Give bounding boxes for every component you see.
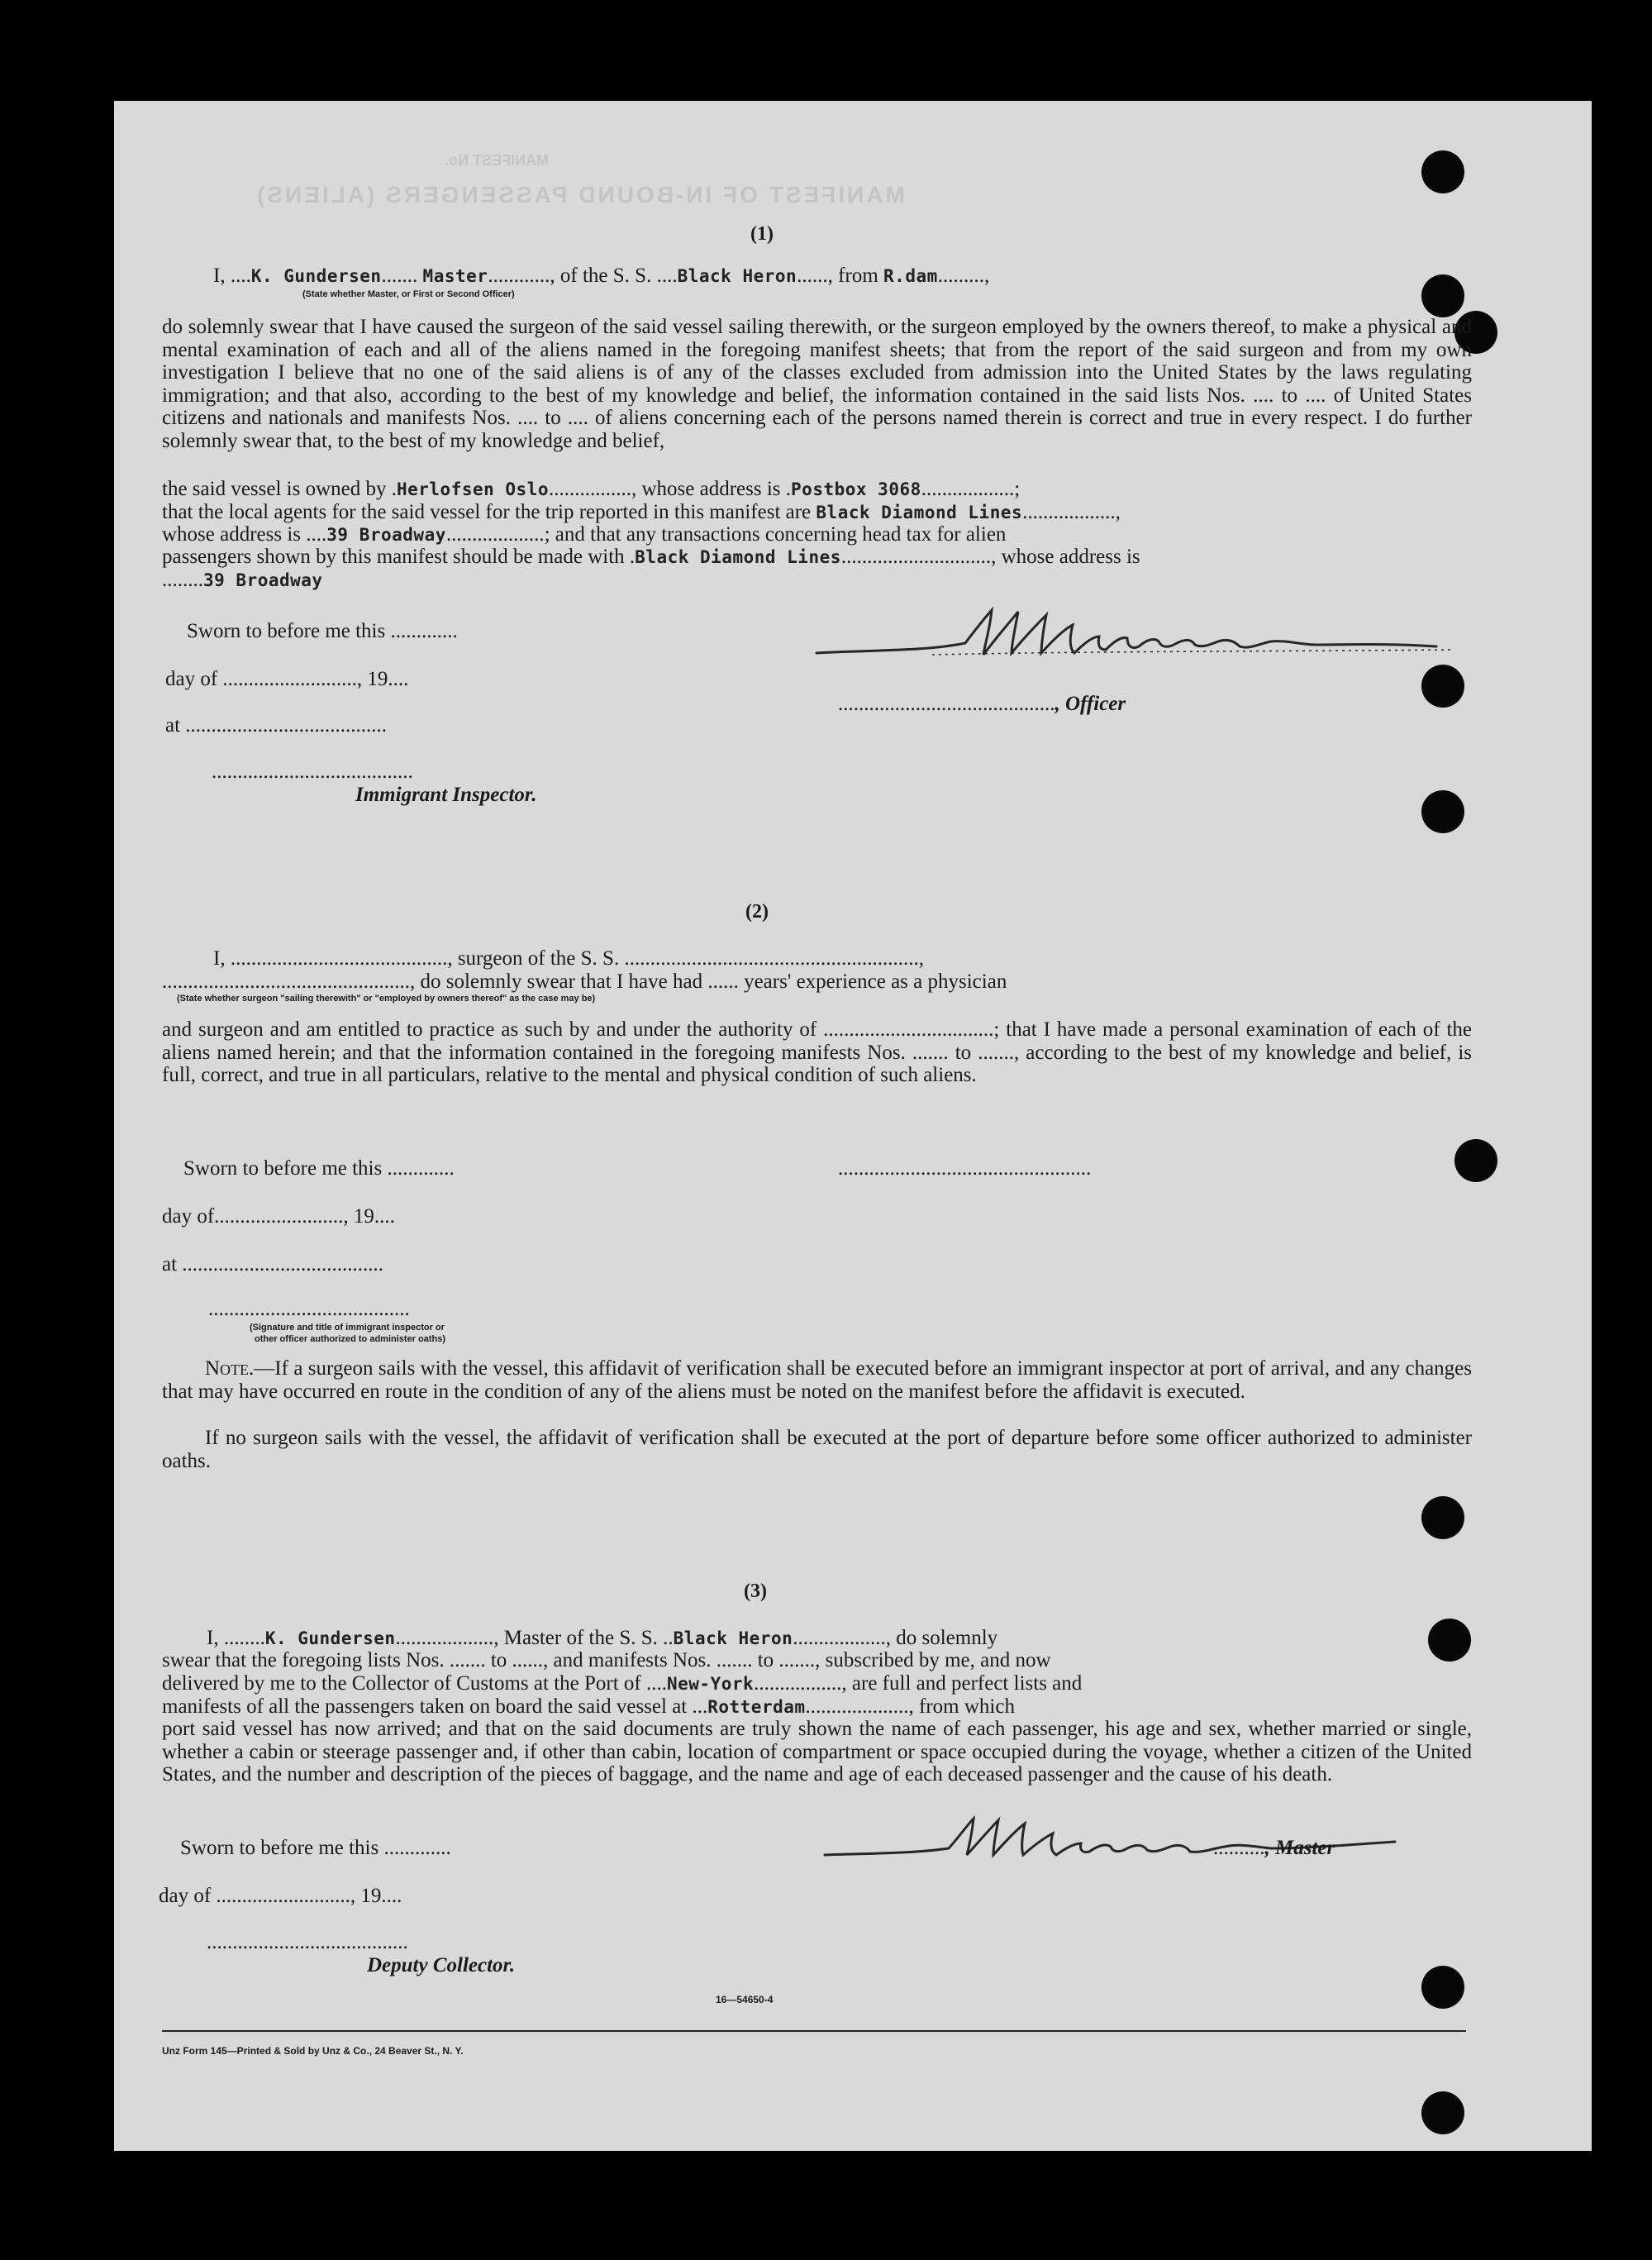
full-lists-text: , are full and perfect lists and <box>841 1672 1083 1695</box>
agents-line: that the local agents for the said vessel for the trip reported in this manifest are Black Diamond Lines.................., <box>162 501 1121 523</box>
binder-hole <box>1421 1966 1464 2009</box>
tax-party-line: passengers shown by this manifest should be made with .Black Diamond Lines............................., whose address is <box>162 546 1140 568</box>
binder-hole <box>1421 274 1464 317</box>
day-of-label: day of <box>165 668 218 690</box>
binder-hole <box>1421 665 1464 708</box>
binder-hole <box>1454 1139 1497 1182</box>
local-agents: Black Diamond Lines <box>816 503 1023 522</box>
binder-hole <box>1421 1496 1464 1539</box>
sworn-label: Sworn to before me this <box>180 1837 379 1859</box>
local-agents-label: that the local agents for the said vessel for the trip reported in this manifest are <box>162 501 812 523</box>
owner-address: Postbox 3068 <box>791 479 921 499</box>
years-label: years' experience as a physician <box>744 970 1007 993</box>
s1-day-line: day of .........................., 19.... <box>165 668 409 690</box>
s1-at-line: at ....................................... <box>165 714 388 737</box>
at-label: at <box>165 714 181 737</box>
section-2-number: (2) <box>745 901 769 923</box>
agents-address: 39 Broadway <box>326 525 446 545</box>
section-1-master-line: I, ....K. Gundersen....... Master............, of the S. S. ....Black Heron......, from R.dam........., <box>213 265 990 287</box>
sworn-label: Sworn to before me this <box>187 620 386 642</box>
section-3-number: (3) <box>744 1581 767 1602</box>
rank-note: (State whether Master, or First or Second Officer) <box>302 289 515 299</box>
section-3-line-2: swear that the foregoing lists Nos. ....... to ......, and manifests Nos. ....... to ......., subscribed by me, and now <box>162 1649 1051 1671</box>
note-label: Note. <box>205 1357 255 1380</box>
s1-inspector-dots: ....................................... <box>212 760 413 783</box>
nineteen-label: , 19 <box>350 1885 382 1907</box>
swear-label: , do solemnly swear that I have had <box>410 970 703 993</box>
ghost-manifest-no: MANIFEST No. <box>445 152 549 169</box>
section-1-number: (1) <box>750 223 774 245</box>
arrival-port: New-York <box>667 1674 755 1694</box>
from-which-text: , from which <box>908 1695 1015 1718</box>
note-paragraph <box>162 1357 1472 1403</box>
sig-note-2: other officer authorized to administer oaths) <box>255 1334 446 1344</box>
section-3-line-3: delivered by me to the Collector of Customs at the Port of ....New-York................., are full and perfect lists and <box>162 1672 1083 1695</box>
ghost-title: MANIFEST OF IN-BOUND PASSENGERS (ALIENS) <box>255 182 905 207</box>
note-body: —If a surgeon sails with the vessel, this affidavit of verification shall be executed before an immigrant inspector at port of arrival, and any changes that may have occurred en route in the condition of any of the aliens must be noted on the manifest before the affidavit is executed. <box>162 1357 1472 1403</box>
sig-note-1: (Signature and title of immigrant inspector or <box>250 1323 445 1333</box>
port-text: delivered by me to the Collector of Customs at the Port of <box>162 1672 641 1695</box>
surgeon-swear-line: ................................................, do solemnly swear that I have had ...... years' experience as a physician <box>162 970 1007 993</box>
section-3-body: port said vessel has now arrived; and that on the said documents are truly shown the name of each passenger, his age and sex, whether married or single, whether a cabin or steerage passenger and, if other than cabin, location of compartment or space occupied during the voyage, whether a citizen of the United States, and the number and description of the pieces of baggage, and the name and age of each deceased passenger and the cause of his death. <box>162 1718 1472 1786</box>
nineteen-label: , 19 <box>343 1205 374 1228</box>
footer-rule <box>162 2030 1466 2032</box>
officer-label: , Officer <box>1055 693 1126 715</box>
binder-hole <box>1421 150 1464 193</box>
master-rank: Master <box>422 266 488 286</box>
s2-signature-dots: ....................................... <box>208 1298 410 1320</box>
agents-address-label: whose address is <box>162 523 302 546</box>
s2-sworn-line: Sworn to before me this ............. <box>183 1157 455 1180</box>
sworn-label: Sworn to before me this <box>183 1157 383 1180</box>
i-label: I, <box>213 265 226 287</box>
s2-day-line: day of........................., 19.... <box>162 1205 395 1228</box>
section-3-line-1: I, ........K. Gundersen..................., Master of the S. S. ..Black Heron.................., do solemnly <box>207 1627 998 1649</box>
agents-address-line: whose address is ....39 Broadway...................; and that any transactions concerning head tax for alien <box>162 523 1007 546</box>
s3-day-line: day of .........................., 19.... <box>159 1885 402 1907</box>
i-label: I, <box>213 947 226 970</box>
day-of-label: day of <box>162 1205 215 1228</box>
from-label: , from <box>827 265 878 287</box>
at-label: at <box>162 1253 178 1275</box>
officer-line: .........................................., Officer <box>838 693 1126 715</box>
departure-port: R.dam <box>883 266 938 286</box>
s2-at-line: at ....................................... <box>162 1253 384 1275</box>
head-tax-address: 39 Broadway <box>203 570 323 590</box>
nineteen-label: , 19 <box>356 668 388 690</box>
tax-address-line: ........39 Broadway <box>162 569 323 591</box>
immigrant-inspector-label: Immigrant Inspector. <box>355 784 537 806</box>
head-tax-party: Black Diamond Lines <box>635 547 841 567</box>
manifests-text: manifests of all the passengers taken on board the said vessel at <box>162 1695 688 1718</box>
master-of-label: , Master of the S. S. <box>493 1627 658 1649</box>
binder-hole <box>1421 790 1464 833</box>
master-label: , Master <box>1264 1837 1335 1859</box>
passengers-text: passengers shown by this manifest should be made with <box>162 546 625 568</box>
surgeon-line: I, .........................................., surgeon of the S. S. ........................................................., <box>213 947 924 970</box>
printer-imprint: Unz Form 145—Printed & Sold by Unz & Co., 24 Beaver St., N. Y. <box>162 2045 464 2057</box>
s1-sworn-line: Sworn to before me this ............. <box>187 620 458 642</box>
solemnly-label: , do solemnly <box>885 1627 998 1649</box>
s3-sworn-line: Sworn to before me this ............. <box>180 1837 451 1859</box>
owned-by-label: the said vessel is owned by <box>162 478 387 500</box>
section-3-line-4: manifests of all the passengers taken on board the said vessel at ...Rotterdam...................., from which <box>162 1695 1015 1718</box>
of-ss-label: , of the S. S. <box>550 265 652 287</box>
master-name: K. Gundersen <box>250 266 382 286</box>
i-label: I, <box>207 1627 219 1649</box>
binder-hole <box>1428 1619 1471 1662</box>
collector-dots: ....................................... <box>207 1931 408 1953</box>
whose-address-label: , whose address is <box>631 478 781 500</box>
owner-line: the said vessel is owned by .Herlofsen Oslo................, whose address is .Postbox 3068..................; <box>162 478 1021 500</box>
note-paragraph-2: If no surgeon sails with the vessel, the affidavit of verification shall be executed at the port of departure before some officer authorized to administer oaths. <box>162 1427 1472 1472</box>
section-2-body: and surgeon and am entitled to practice as such by and under the authority of .................................; that I have made a personal examination of each of the aliens named herein; and that the information contained in the foregoing manifests Nos. ....... to ......., according to the best of my knowledge and belief, is full, correct, and true in all particulars, relative to the mental and physical condition of such aliens. <box>162 1018 1472 1087</box>
binder-hole <box>1421 2091 1464 2134</box>
departure-port: Rotterdam <box>707 1697 806 1717</box>
head-tax-text: ; and that any transactions concerning head tax for alien <box>544 523 1007 546</box>
master-signature <box>808 602 1461 668</box>
vessel-owner: Herlofsen Oslo <box>396 479 549 499</box>
section-1-body: do solemnly swear that I have caused the surgeon of the said vessel sailing therewith, or the surgeon employed by the owners thereof, to make a physical and mental examination of each and all of the aliens named in the foregoing manifest sheets; that from the report of the said surgeon and from my own investigation I believe that no one of the said aliens is of any of the classes excluded from admission into the United States by the laws regulating immigration; and that also, according to the best of my knowledge and belief, the information contained in the said lists Nos. .... to .... of United States citizens and nationals and manifests Nos. .... to .... of aliens concerning each of the persons named therein is correct and true in every respect. I do further solemnly swear that, to the best of my knowledge and belief, <box>162 316 1472 452</box>
deputy-collector-label: Deputy Collector. <box>367 1954 516 1976</box>
master-name: K. Gundersen <box>264 1628 396 1648</box>
document-page <box>114 101 1592 2151</box>
surgeon-of-label: , surgeon of the S. S. <box>447 947 620 970</box>
vessel-name: Black Heron <box>673 1628 793 1648</box>
vessel-name: Black Heron <box>677 266 797 286</box>
master-signature-line: .........., Master <box>1213 1837 1335 1859</box>
whose-address-is-label: , whose address is <box>991 546 1140 568</box>
day-of-label: day of <box>159 1885 212 1907</box>
form-number: 16—54650-4 <box>716 1994 774 2005</box>
surgeon-note: (State whether surgeon "sailing therewith" or "employed by owners thereof" as the case may be) <box>177 994 596 1004</box>
surgeon-signature-dots: ................................................. <box>838 1157 1092 1180</box>
